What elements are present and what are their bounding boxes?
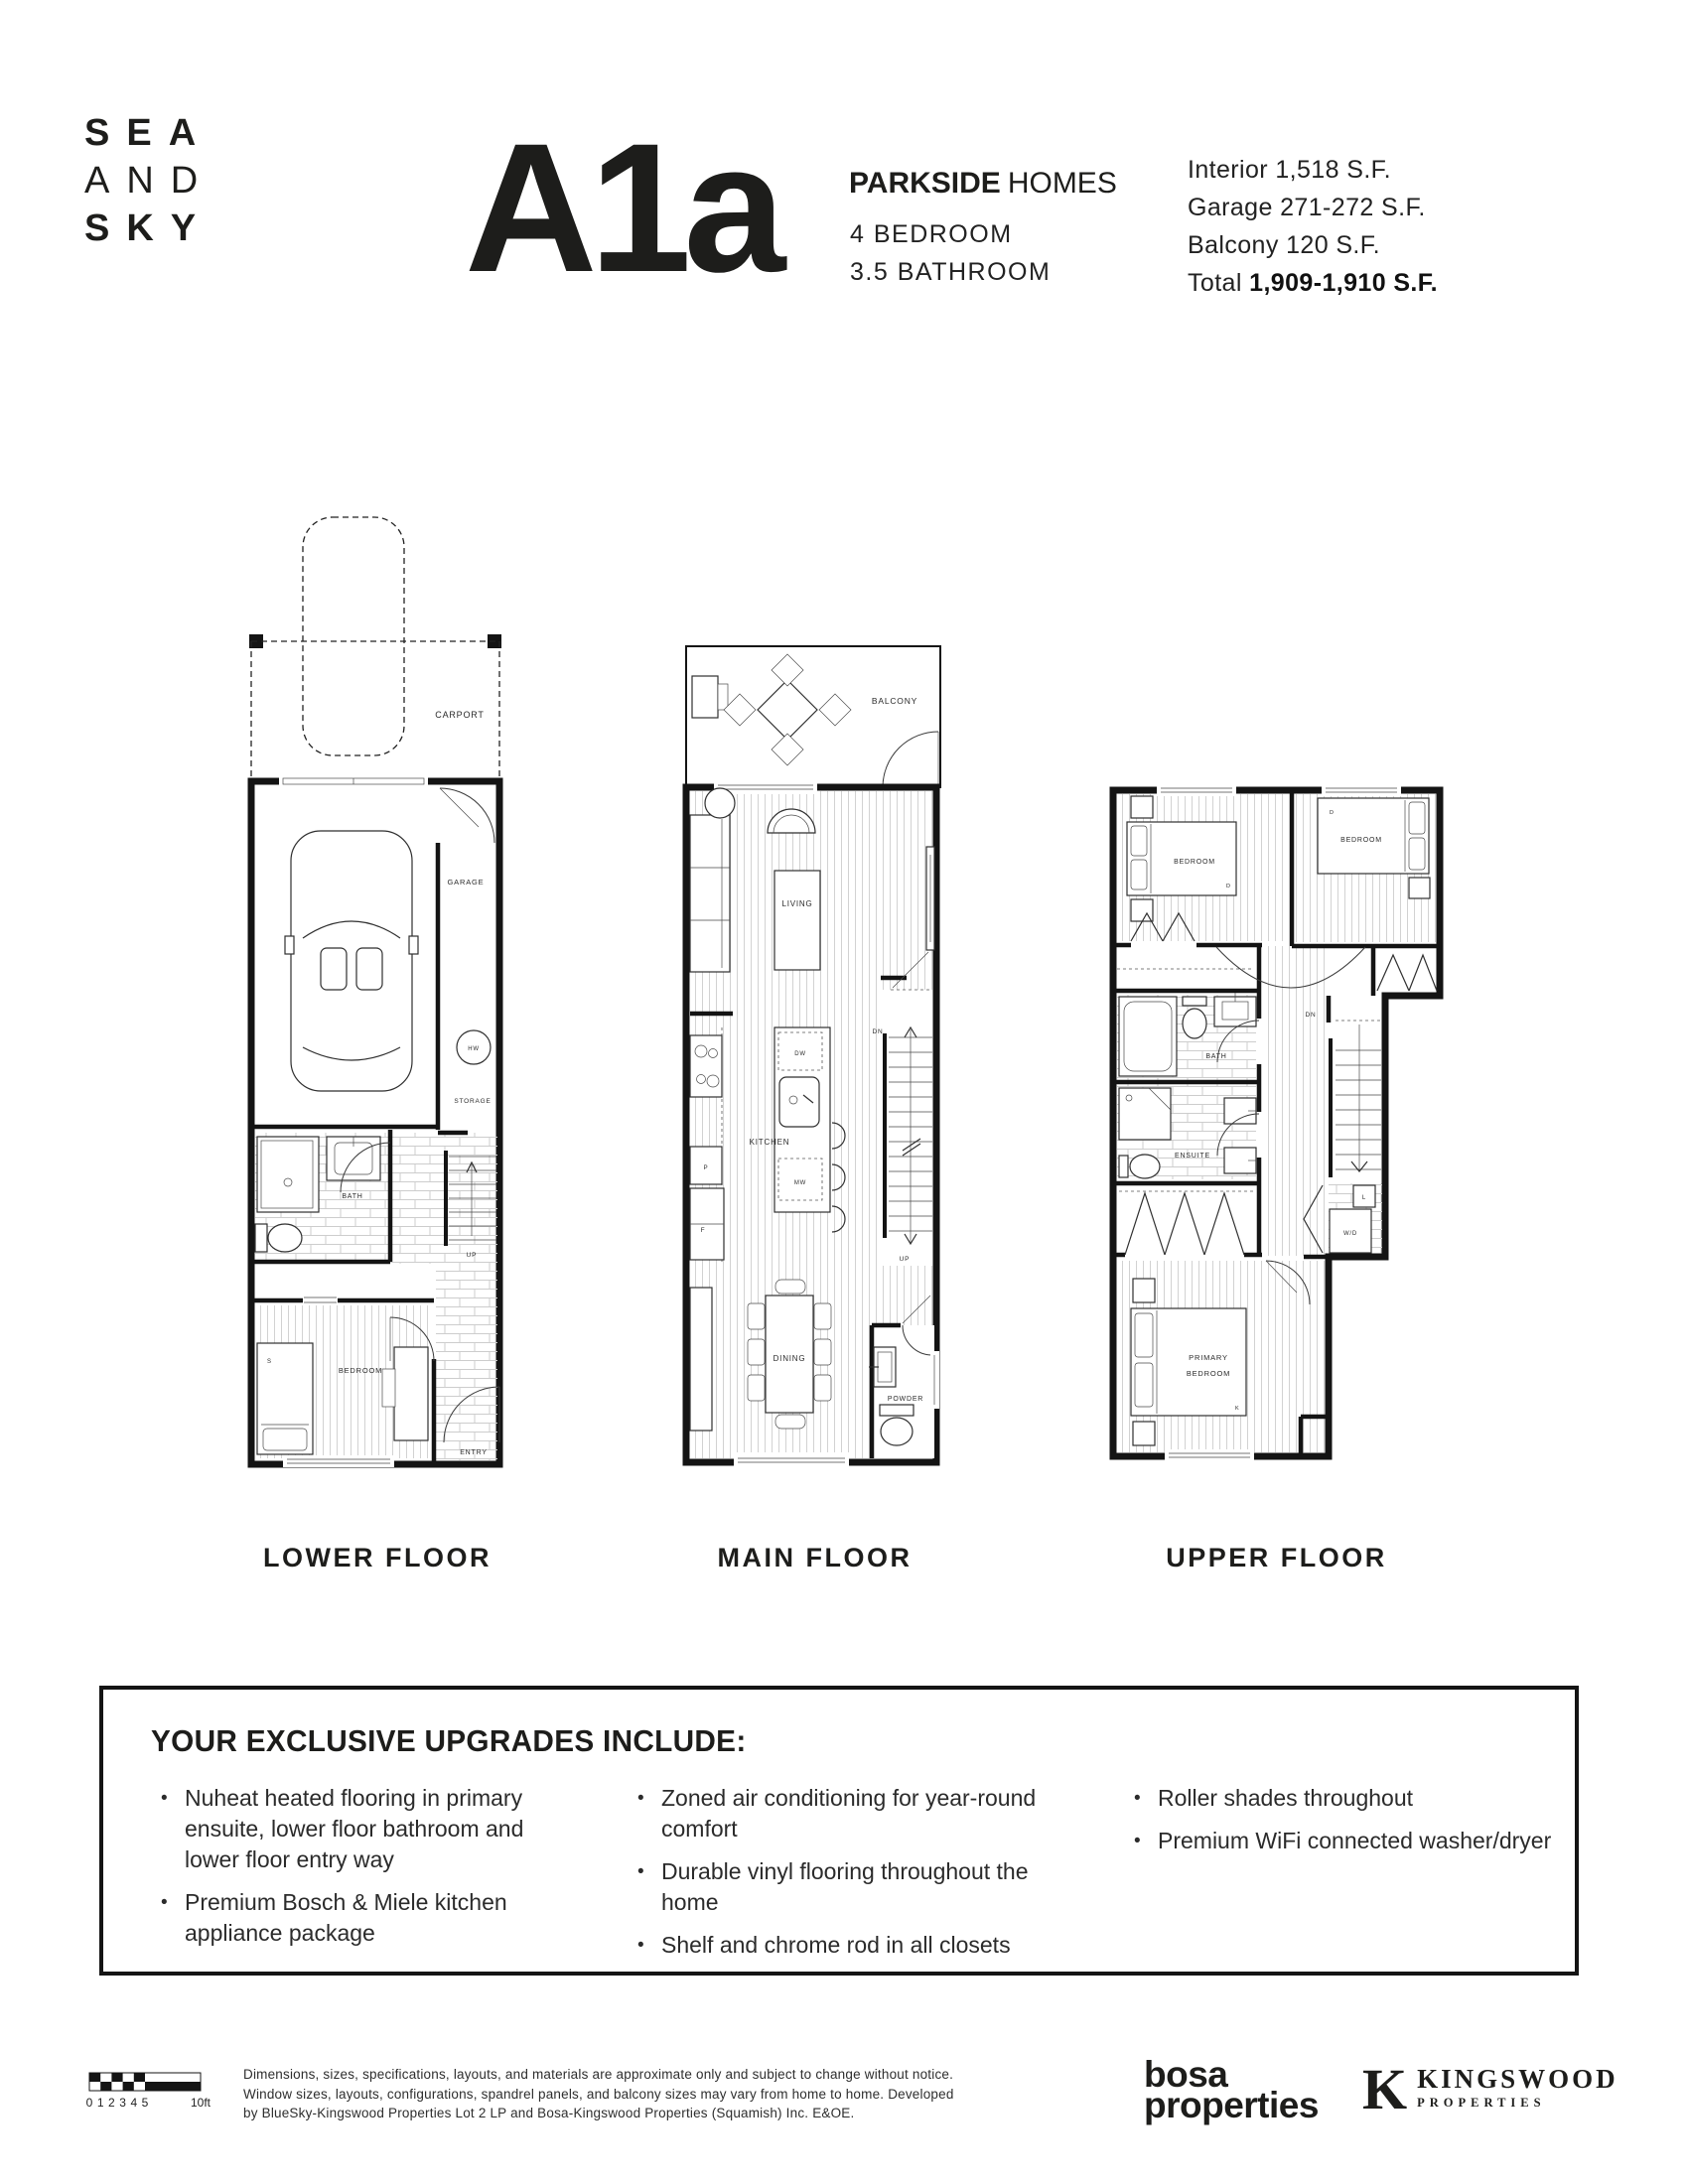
room-label-kitchen: KITCHEN — [749, 1138, 790, 1147]
bedroom-count: 4 BEDROOM — [850, 220, 1013, 248]
room-label-carport: CARPORT — [435, 710, 485, 720]
upgrades-column-2 — [633, 1783, 1080, 1973]
room-label-powder: POWDER — [887, 1396, 924, 1403]
kingswood-k-icon: K — [1362, 2057, 1408, 2121]
stat-total: Total 1,909-1,910 S.F. — [1188, 269, 1439, 297]
upgrades-column-1 — [157, 1783, 574, 1961]
room-label-bedroom-lower: BEDROOM — [338, 1366, 383, 1375]
label-microwave: MW — [793, 1180, 807, 1186]
upgrade-item: • Premium Bosch & Miele kitchen appliance package — [157, 1887, 574, 1949]
room-label-bedroom-2: BEDROOM — [1174, 859, 1215, 866]
room-label-entry: ENTRY — [460, 1449, 488, 1456]
room-label-bath-lower: BATH — [342, 1193, 363, 1200]
lower-floor-plan — [243, 511, 511, 1484]
unit-plan-name: A1a — [465, 106, 778, 311]
upgrade-item: • Premium WiFi connected washer/dryer — [1130, 1826, 1557, 1856]
scale-tick-10ft: 10ft — [190, 2096, 211, 2110]
label-double-bed-left: D — [1226, 884, 1231, 889]
title-lower-floor: LOWER FLOOR — [263, 1543, 492, 1572]
driveway-car-outline — [303, 517, 404, 755]
upgrade-item: • Nuheat heated flooring in primary ensuite, lower floor bathroom and lower floor entry way — [157, 1783, 574, 1875]
stat-interior: Interior 1,518 S.F. — [1188, 156, 1391, 184]
room-label-primary-line1: PRIMARY — [1189, 1353, 1228, 1362]
stat-balcony: Balcony 120 S.F. — [1188, 231, 1381, 259]
room-label-garage: GARAGE — [447, 878, 485, 887]
bosa-logo-line2: properties — [1144, 2085, 1319, 2125]
bosa-properties-logo — [1144, 2054, 1319, 2125]
room-label-storage: STORAGE — [454, 1098, 492, 1105]
title-main-floor: MAIN FLOOR — [717, 1543, 913, 1572]
label-king-bed: K — [1235, 1406, 1240, 1412]
disclaimer-line: Dimensions, sizes, specifications, layouts, and materials are approximate only and subject to change without notice. — [243, 2067, 954, 2082]
kingswood-name: KINGSWOOD — [1417, 2064, 1618, 2094]
garage-car — [285, 831, 418, 1091]
scale-tick: 2 — [108, 2096, 115, 2110]
bathroom-count: 3.5 BATHROOM — [850, 258, 1052, 286]
room-label-primary-line2: BEDROOM — [1186, 1369, 1231, 1378]
label-up-main: UP — [899, 1256, 911, 1263]
stat-garage: Garage 271-272 S.F. — [1188, 194, 1426, 221]
upgrade-item: • Shelf and chrome rod in all closets — [633, 1930, 1080, 1961]
label-double-bed-right: D — [1330, 810, 1335, 816]
bosa-logo-line1: bosa — [1144, 2054, 1228, 2095]
disclaimer — [243, 2065, 954, 2123]
upgrade-item: • Zoned air conditioning for year-round comfort — [633, 1783, 1080, 1844]
label-washer-dryer: W/D — [1342, 1231, 1358, 1237]
label-hw: HW — [468, 1046, 480, 1052]
scale-tick: 5 — [141, 2096, 149, 2110]
area-stats — [1188, 151, 1438, 302]
label-single-bed: S — [267, 1359, 272, 1365]
label-fridge: F — [700, 1227, 706, 1234]
label-linen: L — [1361, 1195, 1367, 1201]
disclaimer-line: Window sizes, layouts, configurations, spandrel panels, and balcony sizes may vary from home to home. Developed — [243, 2086, 954, 2102]
upgrade-item: • Durable vinyl flooring throughout the home — [633, 1856, 1080, 1918]
room-label-bath-upper: BATH — [1205, 1053, 1227, 1060]
sea-and-sky-logo — [84, 109, 214, 252]
collection-bold: PARKSIDE — [849, 167, 1001, 200]
room-label-bedroom-3: BEDROOM — [1340, 837, 1382, 844]
kingswood-sub: PROPERTIES — [1417, 2096, 1546, 2110]
label-dn-upper: DN — [1305, 1012, 1317, 1019]
scale-tick: 4 — [130, 2096, 138, 2110]
logo-line-3: SKY — [84, 207, 213, 249]
label-dishwasher: DW — [794, 1051, 806, 1057]
kingswood-logo — [1362, 2057, 1618, 2121]
disclaimer-line: by BlueSky-Kingswood Properties Lot 2 LP and Bosa-Kingswood Properties (Squamish) Inc. E&OE. — [243, 2106, 855, 2120]
upgrades-column-3 — [1130, 1783, 1557, 1868]
label-pantry: P — [703, 1165, 709, 1171]
logo-line-1: SEA — [84, 112, 213, 154]
upgrades-title: YOUR EXCLUSIVE UPGRADES INCLUDE: — [151, 1723, 747, 1758]
room-label-dining: DINING — [773, 1354, 806, 1363]
upper-floor-plan — [1105, 782, 1448, 1467]
scale-tick: 1 — [96, 2096, 104, 2110]
room-label-balcony: BALCONY — [871, 696, 918, 706]
room-label-ensuite: ENSUITE — [1175, 1153, 1210, 1160]
room-label-living: LIVING — [781, 899, 813, 908]
main-floor-plan — [678, 640, 951, 1474]
label-up-lower: UP — [466, 1252, 478, 1259]
label-dn-main: DN — [872, 1028, 884, 1035]
scale-tick: 0 — [85, 2096, 93, 2110]
collection-name — [849, 167, 1117, 201]
balcony-outline — [686, 646, 940, 787]
logo-line-2: AND — [84, 160, 215, 202]
title-upper-floor: UPPER FLOOR — [1166, 1543, 1387, 1572]
upgrade-item: • Roller shades throughout — [1130, 1783, 1557, 1814]
stat-total-value: 1,909-1,910 S.F. — [1249, 269, 1439, 297]
collection-light: HOMES — [1007, 167, 1117, 200]
scale-tick: 3 — [119, 2096, 126, 2110]
